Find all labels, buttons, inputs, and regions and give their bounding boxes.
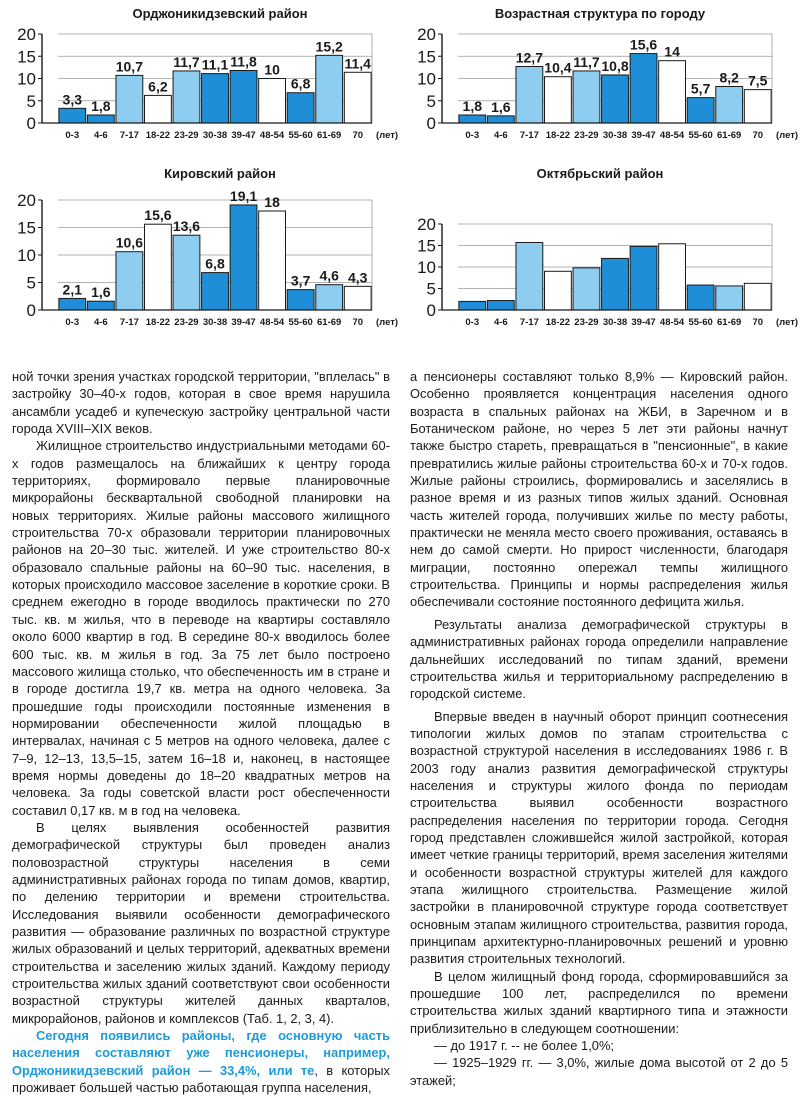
data-label: 6,2: [148, 78, 168, 95]
data-label: 15,2: [315, 38, 343, 55]
bar: [116, 75, 143, 123]
x-unit-label: (лет): [776, 130, 799, 141]
x-unit-label: (лет): [776, 317, 799, 328]
y-tick-label: 10: [17, 69, 36, 89]
y-tick-label: 10: [417, 69, 436, 89]
data-label: 11,7: [173, 53, 200, 70]
list-item: — до 1917 г. -- не более 1,0%;: [434, 1038, 615, 1054]
data-label: 4,3: [347, 269, 368, 286]
data-label: 13,6: [172, 218, 201, 235]
bar: [630, 54, 657, 123]
bar: [716, 286, 743, 310]
bar: [516, 66, 543, 123]
bar: [630, 246, 657, 310]
data-label: 11,1: [201, 56, 229, 73]
bar: [544, 77, 571, 123]
x-tick-label: 23-29: [574, 130, 599, 141]
y-tick-label: 15: [417, 47, 436, 67]
chart-title-ordzhonikidze: Орджоникидзевский район: [132, 6, 308, 21]
chart-title-oktyabrsky: Октябрьский район: [536, 166, 664, 181]
y-tick-label: 5: [426, 279, 436, 299]
data-label: 3,7: [290, 272, 311, 289]
bar: [659, 244, 686, 310]
y-tick-label: 5: [26, 91, 36, 111]
y-tick-label: 10: [17, 246, 36, 265]
x-tick-label: 7-17: [519, 130, 539, 141]
y-tick-label: 20: [417, 25, 436, 44]
data-label: 7,5: [747, 72, 768, 89]
y-tick-label: 0: [426, 114, 436, 133]
data-label: 10,4: [544, 59, 572, 76]
bar: [259, 211, 286, 310]
bar: [144, 224, 171, 310]
data-label: 15,6: [144, 207, 172, 224]
x-tick-label: 70: [752, 317, 764, 328]
x-tick-label: 30-38: [202, 130, 228, 141]
x-tick-label: 39-47: [631, 317, 656, 328]
y-tick-label: 5: [426, 91, 436, 111]
bar: [459, 115, 486, 123]
bar: [716, 87, 743, 123]
data-label: 19,1: [229, 187, 258, 204]
data-label: 1,6: [491, 98, 511, 115]
x-tick-label: 23-29: [174, 317, 199, 328]
data-label: 2,1: [62, 281, 83, 298]
x-tick-label: 4-6: [93, 130, 108, 141]
x-tick-label: 61-69: [717, 317, 742, 328]
chart-title-kirovsky: Кировский район: [164, 166, 276, 181]
x-tick-label: 4-6: [493, 130, 508, 141]
bar: [487, 301, 514, 310]
bar: [744, 283, 771, 310]
x-tick-label: 18-22: [545, 317, 571, 328]
data-label: 1,8: [462, 97, 483, 114]
x-tick-label: 55-60: [688, 130, 713, 141]
data-label: 14: [664, 43, 680, 60]
data-label: 11,7: [573, 53, 600, 70]
bar: [459, 301, 486, 310]
bar: [744, 90, 771, 123]
y-tick-label: 0: [426, 301, 436, 320]
x-unit-label: (лет): [376, 317, 399, 328]
x-tick-label: 0-3: [465, 130, 480, 141]
data-label: 6,8: [290, 75, 311, 92]
bar: [316, 285, 343, 310]
x-tick-label: 4-6: [493, 317, 508, 328]
data-label: 6,8: [205, 255, 225, 272]
x-tick-label: 48-54: [659, 317, 685, 328]
x-tick-label: 7-17: [519, 317, 539, 328]
bar: [573, 71, 600, 123]
bar: [230, 70, 257, 123]
data-label: 10,7: [115, 58, 143, 75]
bar: [173, 235, 200, 310]
x-tick-label: 23-29: [574, 317, 599, 328]
x-tick-label: 0-3: [465, 317, 480, 328]
chart-ordzhonikidze: [0, 22, 400, 147]
x-tick-label: 48-54: [259, 317, 285, 328]
bar: [87, 301, 114, 310]
x-tick-label: 18-22: [145, 130, 171, 141]
y-tick-label: 20: [17, 191, 36, 210]
x-tick-label: 39-47: [231, 317, 256, 328]
bar: [230, 205, 257, 310]
chart-kirovsky: [0, 184, 400, 334]
bar: [287, 93, 314, 123]
data-label: 11,4: [344, 55, 371, 72]
bar: [344, 72, 371, 123]
x-tick-label: 30-38: [602, 317, 628, 328]
chart-title-city: Возрастная структура по городу: [494, 6, 706, 21]
paragraph: В целях выявления особенностей развития демографической структуры был проведен анализ половозрастной структуры населения в семи административных районах города по типам домов, квартир, по делению территории и времени строительства. Исследования выявили особенности демографического развития — образование различных по возрастной структуре жилых образований и целых территорий, адекватных времени строительства и заселению жилых зданий. Каждому периоду строительства жилых зданий соответствуют свои особенности возрастной структуры жителей данных кварталов, микрорайонов, районов и комплексов (Таб. 1, 2, 3, 4).: [12, 819, 390, 1026]
data-label: 8,2: [719, 69, 739, 86]
paragraph: ной точки зрения участках городской территории, "вплелась" в застройку 30–40-х годов, которая в свое время нарушила ансамбли усадеб и купеческую застройку центральной части города XVIII–XIX веков.: [12, 369, 390, 437]
bar: [87, 115, 114, 123]
y-tick-label: 5: [26, 273, 36, 293]
bar: [316, 55, 343, 123]
paragraph: Результаты анализа демографической структуры в административных районах города определили направление дальнейших исследований по типам зданий, времени строительства жилья и территориальному распределению в городской системе.: [410, 616, 788, 702]
x-tick-label: 4-6: [93, 317, 108, 328]
x-tick-label: 55-60: [288, 317, 313, 328]
bar: [59, 108, 86, 123]
text-column-right: [410, 368, 788, 1089]
data-label: 1,6: [91, 284, 111, 301]
bar: [144, 95, 171, 123]
bar: [516, 242, 543, 310]
paragraph-tail: , в которых проживает большей частью работающая группа населения,: [12, 1062, 390, 1096]
x-tick-label: 61-69: [317, 130, 342, 141]
x-tick-label: 61-69: [717, 130, 742, 141]
data-label: 18: [264, 194, 280, 210]
x-tick-label: 70: [352, 130, 364, 141]
paragraph: а пенсионеры составляют только 8,9% — Кировский район. Особенно проявляется концентрация населения одного возраста в спальных районах на ЖБИ, в Заречном и в Ботаническом районе, но через 5 лет эти районы начнут также быстро стареть, превращаться в "пенсионные", в какие превратились жилые районы строительства 60-х и 70-х годов. Жилые районы строились, формировались и заселялись в разное время и из разных типов жилых зданий. Основная часть жителей города, получивших жилье по месту работы, практически не меняла место своего проживания, оставаясь в нем до самой смерти. Но прирост численности, благодаря миграции, постоянно опережал темпы жилищного строительства. Принципы и нормы распределения жилья обеспечивали состояние постоянного дефицита жилья.: [410, 369, 788, 610]
bar: [116, 252, 143, 310]
data-label: 5,7: [690, 80, 711, 97]
data-label: 11,8: [230, 53, 257, 70]
text-column-left: [12, 368, 390, 1096]
y-tick-label: 15: [17, 47, 36, 67]
bar: [544, 271, 571, 310]
data-label: 10,6: [115, 234, 143, 251]
bar: [573, 268, 600, 310]
x-tick-label: 0-3: [65, 130, 80, 141]
x-tick-label: 70: [352, 317, 364, 328]
data-label: 12,7: [515, 49, 543, 66]
y-tick-label: 20: [17, 25, 36, 44]
x-tick-label: 23-29: [174, 130, 199, 141]
x-tick-label: 18-22: [545, 130, 571, 141]
bar: [259, 79, 286, 124]
x-unit-label: (лет): [376, 130, 399, 141]
paragraph: Впервые введен в научный оборот принцип соотнесения типологии жилых домов по этапам строительства с возрастной структурой населения в исследованиях 1986 г. В 2003 году анализ развития демографической структуры населения и структуры жилого фонда по периодам строительства выявил особенности возрастного распределения населения по территории города. Сегодня город представлен сложившейся жилой застройкой, которая имеет четкие границы территорий, время заселения жителями и особенности возрастной структуры жителей для каждого этапа жилищного строительства. Размещение жилой застройки в планировочной структуре города соответствует основным этапам жилищного строительства, развития города, принципам архитектурно-планировочных решений и уровню развития строительных технологий.: [410, 708, 788, 967]
bar: [202, 273, 229, 310]
x-tick-label: 39-47: [631, 130, 656, 141]
x-tick-label: 30-38: [202, 317, 228, 328]
bar: [202, 74, 229, 123]
x-tick-label: 48-54: [259, 130, 285, 141]
paragraph-highlight: [12, 1027, 390, 1096]
x-tick-label: 7-17: [119, 130, 139, 141]
y-tick-label: 0: [26, 114, 36, 133]
data-label: 10,8: [601, 57, 629, 74]
bar: [173, 71, 200, 123]
list-item: — 1925–1929 гг. — 3,0%, жилые дома высотой от 2 до 5 этажей;: [410, 1055, 788, 1088]
paragraph: В целом жилищный фонд города, сформировавшийся за прошедшие 100 лет, распределился по времени строительства жилых зданий квартирного типа и этажности приблизительно в следующем соотношении:: [410, 968, 788, 1036]
x-tick-label: 18-22: [145, 317, 171, 328]
bar: [602, 258, 629, 310]
data-label: 10: [264, 61, 280, 78]
x-tick-label: 0-3: [65, 317, 80, 328]
x-tick-label: 7-17: [119, 317, 139, 328]
x-tick-label: 61-69: [317, 317, 342, 328]
bar: [687, 285, 714, 310]
x-tick-label: 39-47: [231, 130, 256, 141]
x-tick-label: 30-38: [602, 130, 628, 141]
highlighted-text: Сегодня появились районы, где основную часть населения составляют уже пенсионеры, например, Орджоникидзевский район — 33,4%, или те: [12, 1028, 390, 1078]
x-tick-label: 48-54: [659, 130, 685, 141]
x-tick-label: 55-60: [688, 317, 713, 328]
x-tick-label: 55-60: [288, 130, 313, 141]
bar: [344, 286, 371, 310]
y-tick-label: 15: [17, 218, 36, 238]
data-label: 3,3: [62, 91, 83, 108]
paragraph: Жилищное строительство индустриальными методами 60-х годов размещалось на ближайших к центру города территориях, формировало первые планировочные микрорайоны бесквартальной свободной планировки на новых территориях. Жилые районы массового жилищного строительства 70-х образовали территории планировочных районов на 20–30 тыс. жителей. И уже строительство 80-х образовало спальные районы на 60–90 тыс. населения, в которых происходило массовое заселение в короткие сроки. В среднем ежегодно в городе вводилось практически по 270 тыс. кв. м жилья, что в переводе на квартиры составляло около 6000 квартир в год. В середине 80-х вводилось более 600 тыс. кв. м жилья в год. За 75 лет было построено массового жилища столько, что обеспеченность им в стране и в городе достигла 19,7 кв. метра на одного человека. За прошедшие годы происходили постоянные изменения в нормировании обеспеченности жилой площадью в интервалах, начиная с 5 метров на одного человека, далее с 7–9, 12–13, 13,5–15, затем 16–18 и, наконец, в настоящее время нормы доведены до 18–20 квадратных метров на человека. За годы советской власти рост обеспеченности составил 0,17 кв. м в год на человека.: [12, 438, 390, 818]
bar: [659, 61, 686, 123]
bar: [59, 298, 86, 310]
chart-oktyabrsky: [400, 184, 800, 334]
data-label: 1,8: [91, 97, 111, 114]
data-label: 15,6: [629, 36, 658, 53]
bar: [487, 116, 514, 123]
x-tick-label: 70: [752, 130, 764, 141]
y-tick-label: 0: [26, 301, 36, 320]
bar: [287, 290, 314, 310]
bar: [602, 75, 629, 123]
data-label: 4,6: [319, 267, 339, 284]
y-tick-label: 10: [417, 258, 436, 277]
bar: [687, 98, 714, 123]
y-tick-label: 20: [417, 215, 436, 234]
y-tick-label: 15: [417, 236, 436, 256]
chart-city: [400, 22, 800, 147]
